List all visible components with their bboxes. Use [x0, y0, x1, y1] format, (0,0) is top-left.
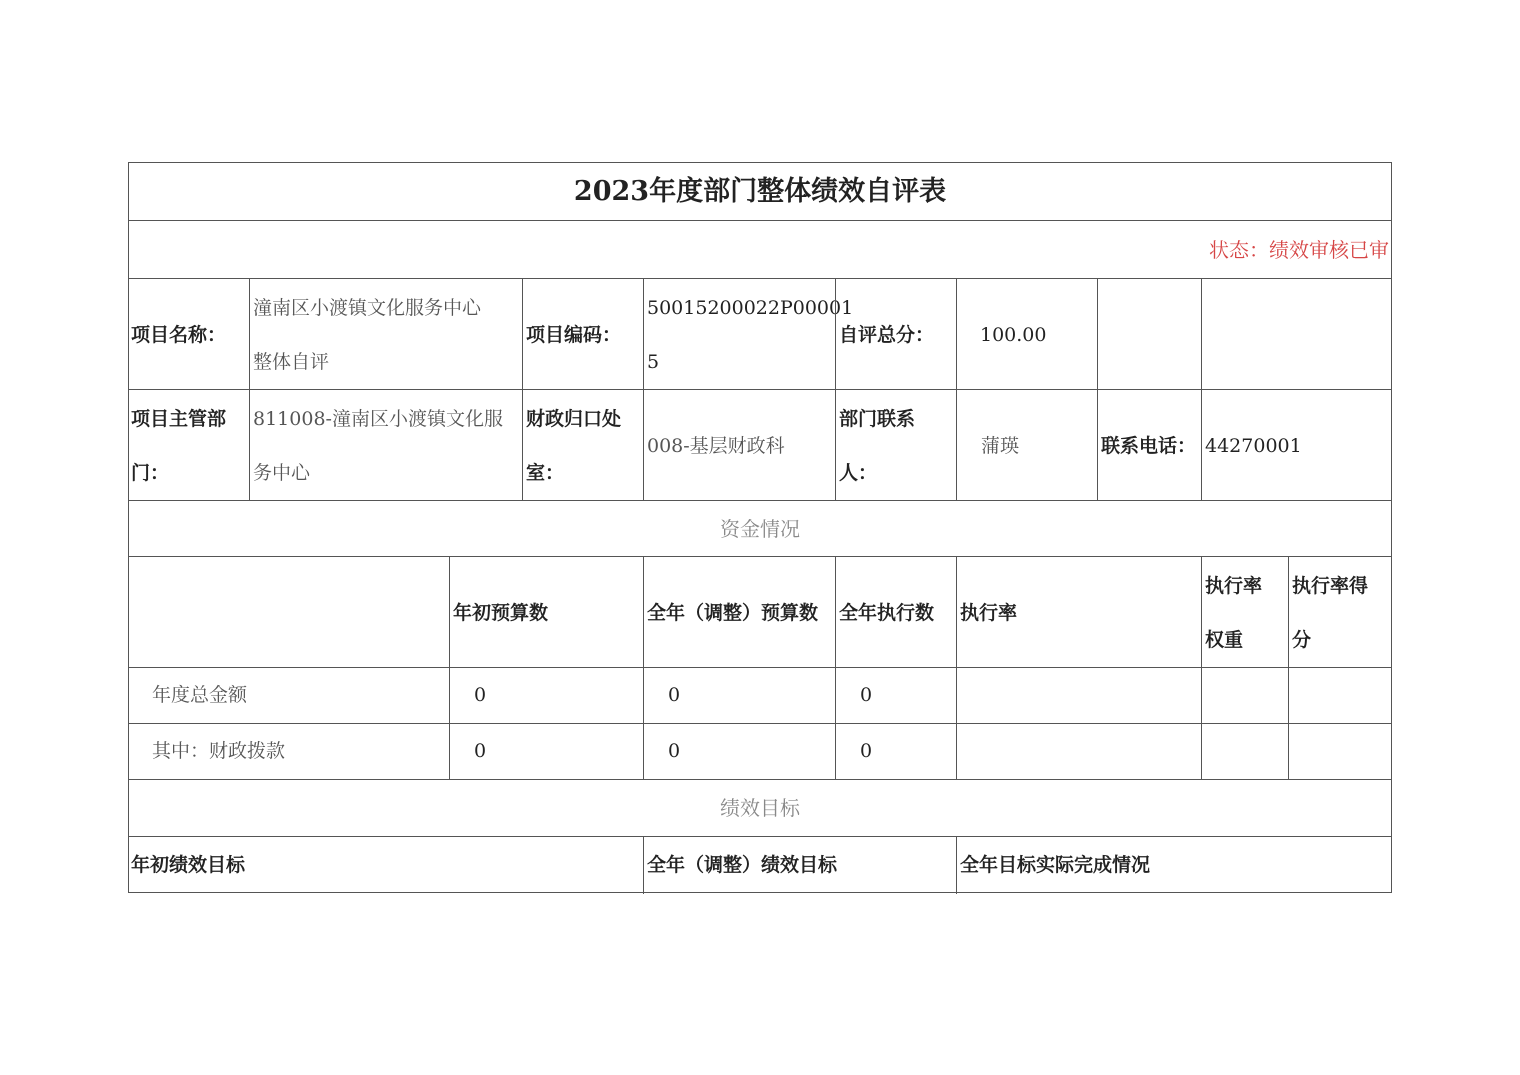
- header-annual-budget: 全年（调整）预算数: [643, 557, 835, 668]
- project-row: [128, 278, 1392, 390]
- funds-section-title: 资金情况: [720, 517, 800, 541]
- exec-score-value: [1288, 724, 1392, 780]
- finance-office-value: 008-基层财政科: [643, 390, 835, 501]
- row-label: 年度总金额: [152, 684, 248, 706]
- row-label: 其中：财政拨款: [152, 740, 286, 762]
- project-name-value: 潼南区小渡镇文化服务中心 整体自评: [249, 279, 522, 390]
- header-exec-score: 执行率得 分: [1288, 557, 1392, 668]
- self-evaluation-table: [128, 162, 1392, 893]
- department-row: [128, 389, 1392, 501]
- table-row: [128, 667, 1392, 724]
- annual-budget-value: 0: [643, 724, 835, 780]
- dept-label: 项目主管部 门：: [131, 407, 227, 484]
- annual-goal-header: 全年（调整）绩效目标: [643, 837, 956, 894]
- project-code-value: 50015200022P00001 5: [643, 279, 835, 390]
- funds-section-row: [128, 500, 1392, 557]
- actual-completion-header: 全年目标实际完成情况: [956, 837, 1392, 894]
- goals-section-title: 绩效目标: [720, 796, 800, 820]
- goals-header-row: [128, 836, 1392, 894]
- header-exec-rate: 执行率: [956, 557, 1201, 668]
- phone-label: 联系电话：: [1097, 390, 1201, 501]
- finance-office-label: 财政归口处 室：: [522, 390, 643, 501]
- project-code-label: 项目编码：: [522, 279, 643, 390]
- page-title: 2023年度部门整体绩效自评表: [573, 176, 947, 207]
- exec-weight-value: [1201, 668, 1288, 724]
- exec-rate-value: [956, 724, 1201, 780]
- annual-budget-value: 0: [643, 668, 835, 724]
- status-row: [128, 220, 1392, 279]
- score-label: 自评总分：: [835, 279, 956, 390]
- empty-cell: [1097, 279, 1201, 390]
- initial-budget-value: 0: [449, 668, 643, 724]
- header-initial-budget: 年初预算数: [449, 557, 643, 668]
- annual-exec-value: 0: [835, 668, 956, 724]
- header-exec-weight: 执行率 权重: [1201, 557, 1288, 668]
- contact-value: 蒲瑛: [956, 390, 1097, 501]
- dept-value: 811008-潼南区小渡镇文化服 务中心: [249, 390, 522, 501]
- exec-score-value: [1288, 668, 1392, 724]
- project-name-label: 项目名称：: [131, 323, 227, 346]
- status-badge: 状态：绩效审核已审: [1209, 238, 1389, 262]
- goals-section-row: [128, 779, 1392, 837]
- empty-cell: [1201, 279, 1392, 390]
- phone-value: 44270001: [1201, 390, 1392, 501]
- header-annual-exec: 全年执行数: [835, 557, 956, 668]
- initial-budget-value: 0: [449, 724, 643, 780]
- exec-rate-value: [956, 668, 1201, 724]
- funds-header-row: [128, 556, 1392, 668]
- contact-label: 部门联系 人：: [835, 390, 956, 501]
- score-value: 100.00: [956, 279, 1097, 390]
- annual-exec-value: 0: [835, 724, 956, 780]
- empty-cell: [128, 557, 449, 668]
- title-row: [128, 162, 1392, 221]
- exec-weight-value: [1201, 724, 1288, 780]
- initial-goal-header: 年初绩效目标: [131, 854, 246, 876]
- table-row: [128, 723, 1392, 780]
